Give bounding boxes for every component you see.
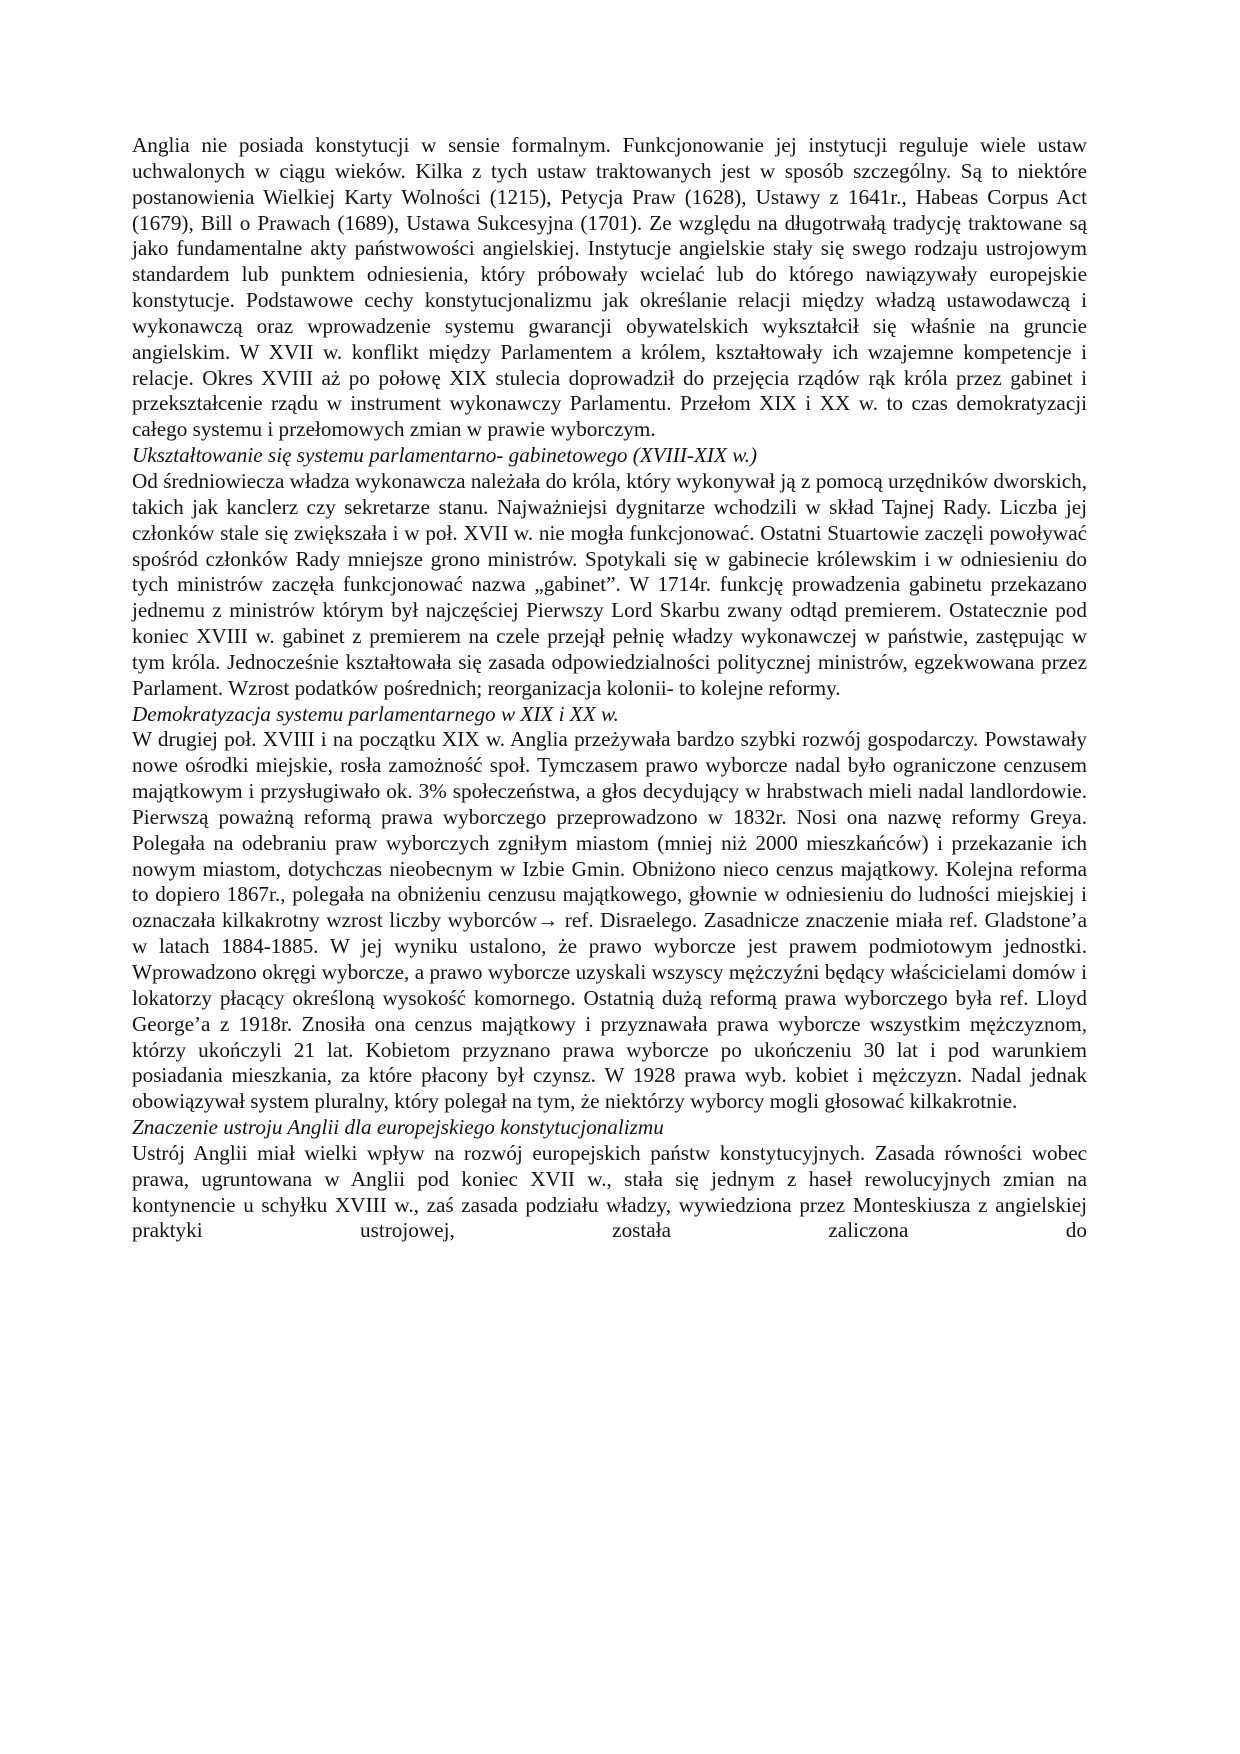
section-heading-parliamentary-cabinet-system: Ukształtowanie się systemu parlamentarno- gabinetowego (XVIII-XIX w.) (132, 443, 758, 468)
section-body-democratization: W drugiej poł. XVIII i na początku XIX w. Anglia przeżywała bardzo szybki rozwój gospodarczy. Powstawały nowe ośrodki miejskie, rosła zamożność społ. Tymczasem prawo wyborcze nadal było ograniczone cenzusem majątkowym i przysługiwało ok. 3% społeczeństwa, a głos decydujący w hrabstwach mieli nadal landlordowie. Pierwszą poważną reformą prawa wyborczego przeprowadzono w 1832r. Nosi ona nazwę reformy Greya. Polegała na odebraniu praw wyborczych zgniłym miastom (mniej niż 2000 mieszkańców) i przekazanie ich nowym miastom, dotychczas nieobecnym w Izbie Gmin. Obniżono nieco cenzus majątkowy. Kolejna reforma to dopiero 1867r., polegała na obniżeniu cenzusu majątkowego, głownie w odniesieniu do ludności miejskiej i oznaczała kilkakrotny wzrost liczby wyborców→ ref. Disraelego. Zasadnicze znaczenie miała ref. Gladstone’a w latach 1884-1885. W jej wyniku ustalono, że prawo wyborcze jest prawem podmiotowym jednostki. Wprowadzono okręgi wyborcze, a prawo wyborcze uzyskali wszyscy mężczyźni będący właścicielami domów i lokatorzy płacący określoną wysokość komornego. Ostatnią dużą reformą prawa wyborczego była ref. Lloyd George’a z 1918r. Znosiła ona cenzus majątkowy i przyznawała prawa wyborcze wszystkim mężczyznom, którzy ukończyli 21 lat. Kobietom przyznano prawa wyborcze po ukończeniu 30 lat i pod warunkiem posiadania mieszkania, za które płacony był czynsz. W 1928 prawa wyb. kobiet i mężczyzn. Nadal jednak obowiązywał system pluralny, który polegał na tym, że niektórzy wyborcy mogli głosować kilkakrotnie. (132, 727, 1087, 1114)
section-body-parliamentary-cabinet-system: Od średniowiecza władza wykonawcza należała do króla, który wykonywał ją z pomocą urzędników dworskich, takich jak kanclerz czy sekretarze stanu. Najważniejsi dygnitarze wchodzili w skład Tajnej Rady. Liczba jej członków stale się zwiększała i w poł. XVII w. nie mogła funkcjonować. Ostatni Stuartowie zaczęli powoływać spośród członków Rady mniejsze grono ministrów. Spotykali się w gabinecie królewskim i w odniesieniu do tych ministrów zaczęła funkcjonować nazwa „gabinet”. W 1714r. funkcję prowadzenia gabinetu przekazano jednemu z ministrów którym był najczęściej Pierwszy Lord Skarbu zwany odtąd premierem. Ostatecznie pod koniec XVIII w. gabinet z premierem na czele przejął pełnię władzy wykonawczej w państwie, zastępując w tym króla. Jednocześnie kształtowała się zasada odpowiedzialności politycznej ministrów, egzekwowana przez Parlament. Wzrost podatków pośrednich; reorganizacja kolonii- to kolejne reformy. (132, 468, 1087, 700)
section-heading-european-constitutionalism: Znaczenie ustroju Anglii dla europejskiego konstytucjonalizmu (132, 1115, 664, 1140)
intro-paragraph: Anglia nie posiada konstytucji w sensie formalnym. Funkcjonowanie jej instytucji reguluje wiele ustaw uchwalonych w ciągu wieków. Kilka z tych ustaw traktowanych jest w sposób szczególny. Są to niektóre postanowienia Wielkiej Karty Wolności (1215), Petycja Praw (1628), Ustawy z 1641r., Habeas Corpus Act (1679), Bill o Prawach (1689), Ustawa Sukcesyjna (1701). Ze względu na długotrwałą tradycję traktowane są jako fundamentalne akty państwowości angielskiej. Instytucje angielskie stały się swego rodzaju ustrojowym standardem lub punktem odniesienia, który próbowały wcielać lub do którego nawiązywały europejskie konstytucje. Podstawowe cechy konstytucjonalizmu jak określanie relacji między władzą ustawodawczą i wykonawczą oraz wprowadzenie systemu gwarancji obywatelskich wykształcił się właśnie na gruncie angielskim. W XVII w. konflikt między Parlamentem a królem, kształtowały ich wzajemne kompetencje i relacje. Okres XVIII aż po połowę XIX stulecia doprowadził do przejęcia rządów rąk króla przez gabinet i przekształcenie rządu w instrument wykonawczy Parlamentu. Przełom XIX i XX w. to czas demokratyzacji całego systemu i przełomowych zmian w prawie wyborczym. (132, 133, 1087, 442)
document-page (132, 133, 1087, 1244)
section-body-european-constitutionalism: Ustrój Anglii miał wielki wpływ na rozwój europejskich państw konstytucyjnych. Zasada równości wobec prawa, ugruntowana w Anglii pod koniec XVII w., stała się jednym z haseł rewolucyjnych zmian na kontynencie u schyłku XVIII w., zaś zasada podziału władzy, wywiedziona przez Monteskiusza z angielskiej praktyki ustrojowej, została zaliczona do (132, 1140, 1087, 1243)
section-heading-democratization: Demokratyzacja systemu parlamentarnego w XIX i XX w. (132, 701, 619, 726)
